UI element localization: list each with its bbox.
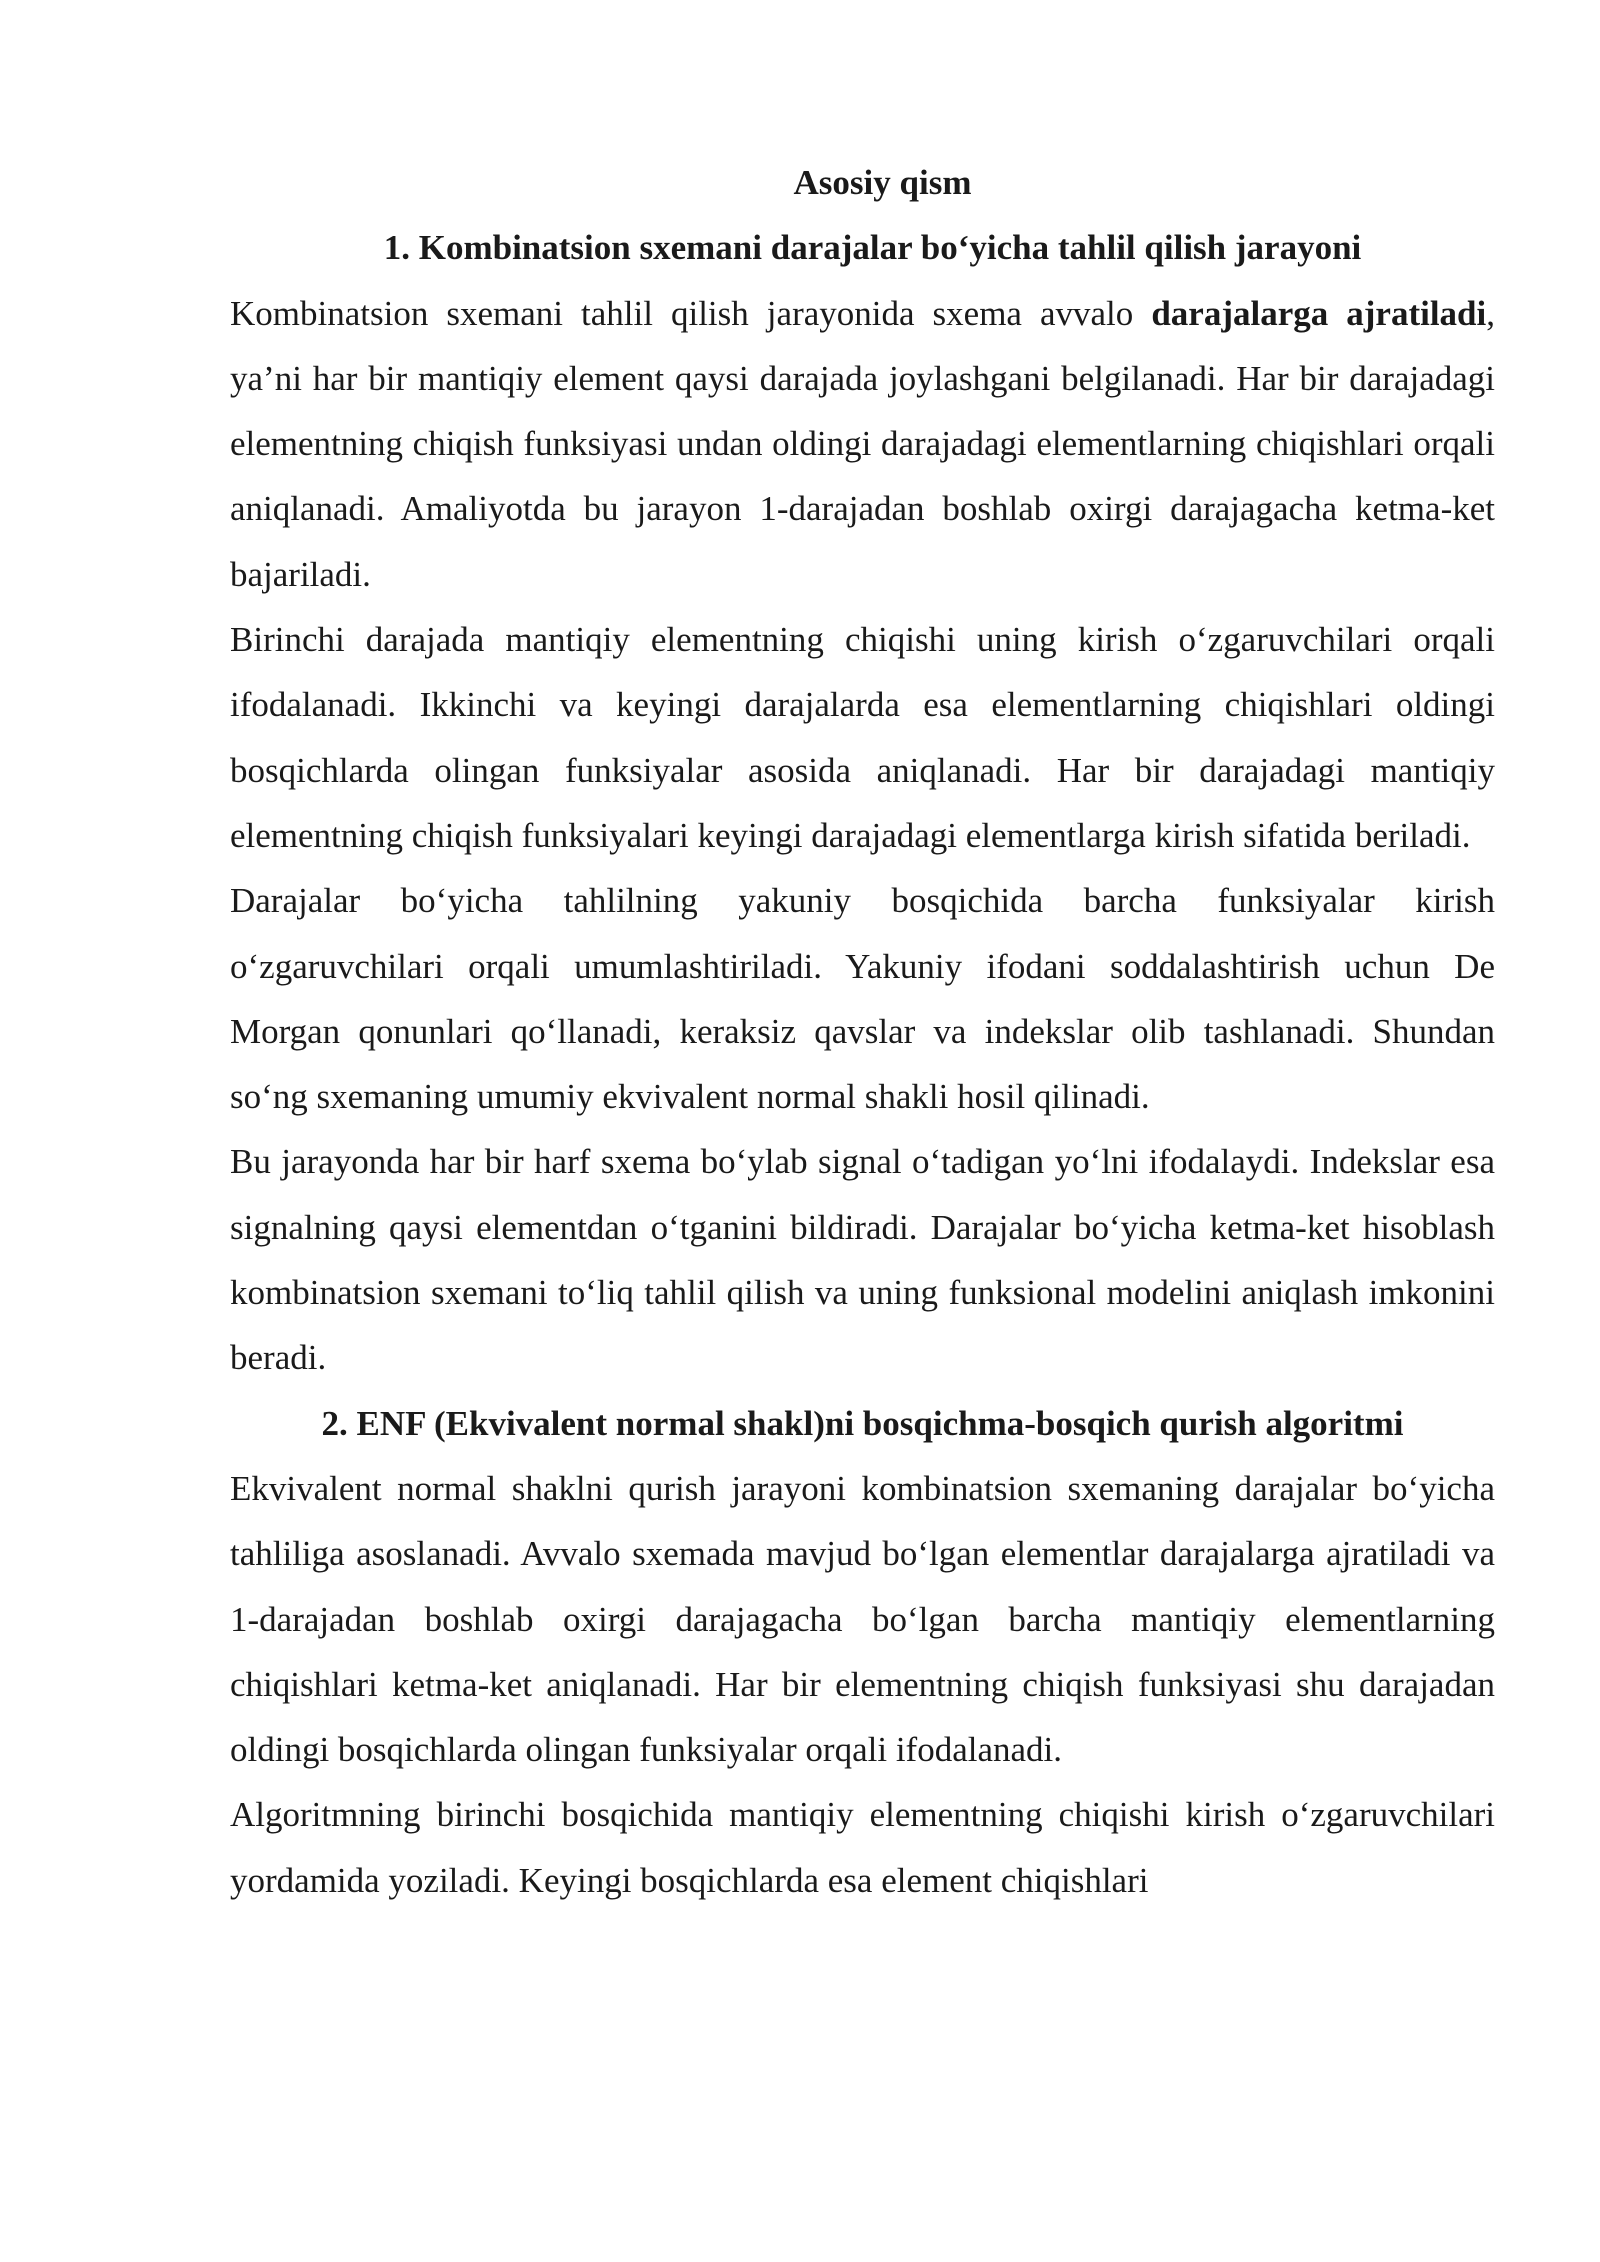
section-2-paragraph-2: Algoritmning birinchi bosqichida mantiqiy elementning chiqishi kirish o‘zgaruvchilari yordamida yoziladi. Keyingi bosqichlarda esa element chiqishlari xyxy=(230,1795,1495,1900)
section-1-paragraph-1 xyxy=(230,281,1495,607)
section-2-paragraph-1: Ekvivalent normal shaklni qurish jarayoni kombinatsion sxemaning darajalar bo‘yicha tahliliga asoslanadi. Avvalo sxemada mavjud bo‘lgan elementlar darajalarga ajratiladi va 1-darajadan boshlab oxirgi darajagacha bo‘lgan barcha mantiqiy elementlarning chiqishlari ketma-ket aniqlanadi. Har bir elementning chiqish funksiyasi shu darajadan oldingi bosqichlarda olingan funksiyalar orqali ifodalanadi. xyxy=(230,1468,1495,1770)
section-1-heading: 1. Kombinatsion sxemani darajalar bo‘yicha tahlil qilish jarayoni xyxy=(383,228,1362,268)
section-2-heading: 2. ENF (Ekvivalent normal shakl)ni bosqichma-bosqich qurish algoritmi xyxy=(321,1403,1404,1443)
paragraph-text: Kombinatsion sxemani tahlil qilish jarayonida sxema avvalo xyxy=(230,293,1152,333)
document-page xyxy=(230,150,1495,1913)
section-1-paragraph-4: Bu jarayonda har bir harf sxema bo‘ylab signal o‘tadigan yo‘lni ifodalaydi. Indekslar esa signalning qaysi elementdan o‘tganini bildiradi. Darajalar bo‘yicha ketma-ket hisoblash kombinatsion sxemani to‘liq tahlil qilish va uning funksional modelini aniqlash imkonini beradi. xyxy=(230,1142,1495,1378)
bold-term: darajalarga ajratiladi xyxy=(1151,293,1487,333)
page-title: Asosiy qism xyxy=(793,163,972,202)
section-1-paragraph-3: Darajalar bo‘yicha tahlilning yakuniy bosqichida barcha funksiyalar kirish o‘zgaruvchilari orqali umumlashtiriladi. Yakuniy ifodani soddalashtirish uchun De Morgan qonunlari qo‘llanadi, keraksiz qavslar va indekslar olib tashlanadi. Shundan so‘ng sxemaning umumiy ekvivalent normal shakli hosil qilinadi. xyxy=(230,881,1495,1117)
section-1-paragraph-2: Birinchi darajada mantiqiy elementning chiqishi uning kirish o‘zgaruvchilari orqali ifodalanadi. Ikkinchi va keyingi darajalarda esa elementlarning chiqishlari oldingi bosqichlarda olingan funksiyalar asosida aniqlanadi. Har bir darajadagi mantiqiy elementning chiqish funksiyalari keyingi darajadagi elementlarga kirish sifatida beriladi. xyxy=(230,620,1495,855)
paragraph-text: , ya’ni har bir mantiqiy element qaysi darajada joylashgani belgilanadi. Har bir darajadagi elementning chiqish funksiyasi undan oldingi darajadagi elementlarning chiqishlari orqali aniqlanadi. Amaliyotda bu jarayon 1-darajadan boshlab oxirgi darajagacha ketma-ket bajariladi. xyxy=(230,293,1495,594)
